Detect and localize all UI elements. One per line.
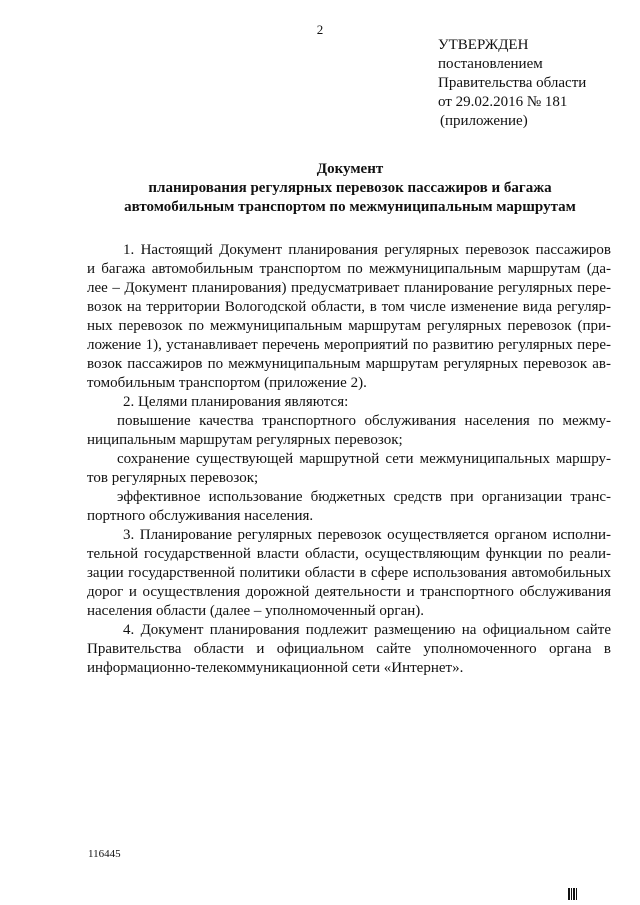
body-line: населения области (далее – уполномоченный орган).: [87, 603, 424, 619]
body-line: повышение качества транспортного обслуживания населения по межму-: [117, 413, 611, 429]
document-body: [87, 241, 611, 678]
scan-barcode-mark: [568, 888, 577, 900]
approval-line: постановлением: [438, 56, 543, 72]
body-line: возок пассажиров по межмуниципальным маршрутам регулярных перевозок ав-: [87, 356, 611, 372]
approval-line: УТВЕРЖДЕН: [438, 37, 529, 53]
body-line: 1. Настоящий Документ планирования регулярных перевозок пассажиров: [123, 242, 611, 258]
body-line: ниципальным маршрутам регулярных перевозок;: [87, 432, 403, 448]
page-number: 2: [316, 22, 324, 37]
body-line: сохранение существующей маршрутной сети межмуниципальных маршру-: [117, 451, 611, 467]
body-line: ных перевозок по межмуниципальным маршрутам регулярных перевозок (при-: [87, 318, 611, 334]
body-line: 2. Целями планирования являются:: [123, 394, 349, 410]
document-code: 116445: [88, 848, 121, 860]
body-line: томобильным транспортом (приложение 2).: [87, 375, 367, 391]
body-line: дорог и осуществления дорожной деятельности и транспортного обслуживания: [87, 584, 611, 600]
body-line: лее – Документ планирования) предусматривает планирование регулярных пере-: [87, 280, 611, 296]
title-line: планирования регулярных перевозок пассажиров и багажа: [148, 180, 552, 196]
body-line: информационно-телекоммуникационной сети «Интернет».: [87, 660, 464, 676]
body-line: 4. Документ планирования подлежит размещению на официальном сайте: [123, 622, 611, 638]
body-line: портного обслуживания населения.: [87, 508, 314, 524]
body-line: ложение 1), устанавливает перечень мероприятий по развитию регулярных пере-: [87, 337, 611, 353]
approval-line: от 29.02.2016 № 181: [438, 94, 568, 110]
body-line: эффективное использование бюджетных средств при организации транс-: [117, 489, 611, 505]
body-line: зации государственной политики области в сфере использования автомобильных: [87, 565, 611, 581]
approval-line: (приложение): [440, 113, 528, 129]
body-line: тельной государственной власти области, осуществляющим функции по реали-: [87, 546, 611, 562]
body-line: возок на территории Вологодской области, в том числе изменение вида регуляр-: [87, 299, 611, 315]
body-line: 3. Планирование регулярных перевозок осуществляется органом исполни-: [123, 527, 611, 543]
body-line: тов регулярных перевозок;: [87, 470, 259, 486]
approval-stamp: [438, 36, 628, 131]
approval-line: Правительства области: [438, 75, 587, 91]
body-line: Правительства области и официальном сайте уполномоченного органа в: [87, 641, 611, 657]
title-line: автомобильным транспортом по межмуниципальным маршрутам: [124, 199, 576, 215]
body-line: и багажа автомобильным транспортом по межмуниципальным маршрутам (да-: [87, 261, 611, 277]
document-title: [60, 160, 640, 217]
title-line: Документ: [316, 161, 384, 177]
